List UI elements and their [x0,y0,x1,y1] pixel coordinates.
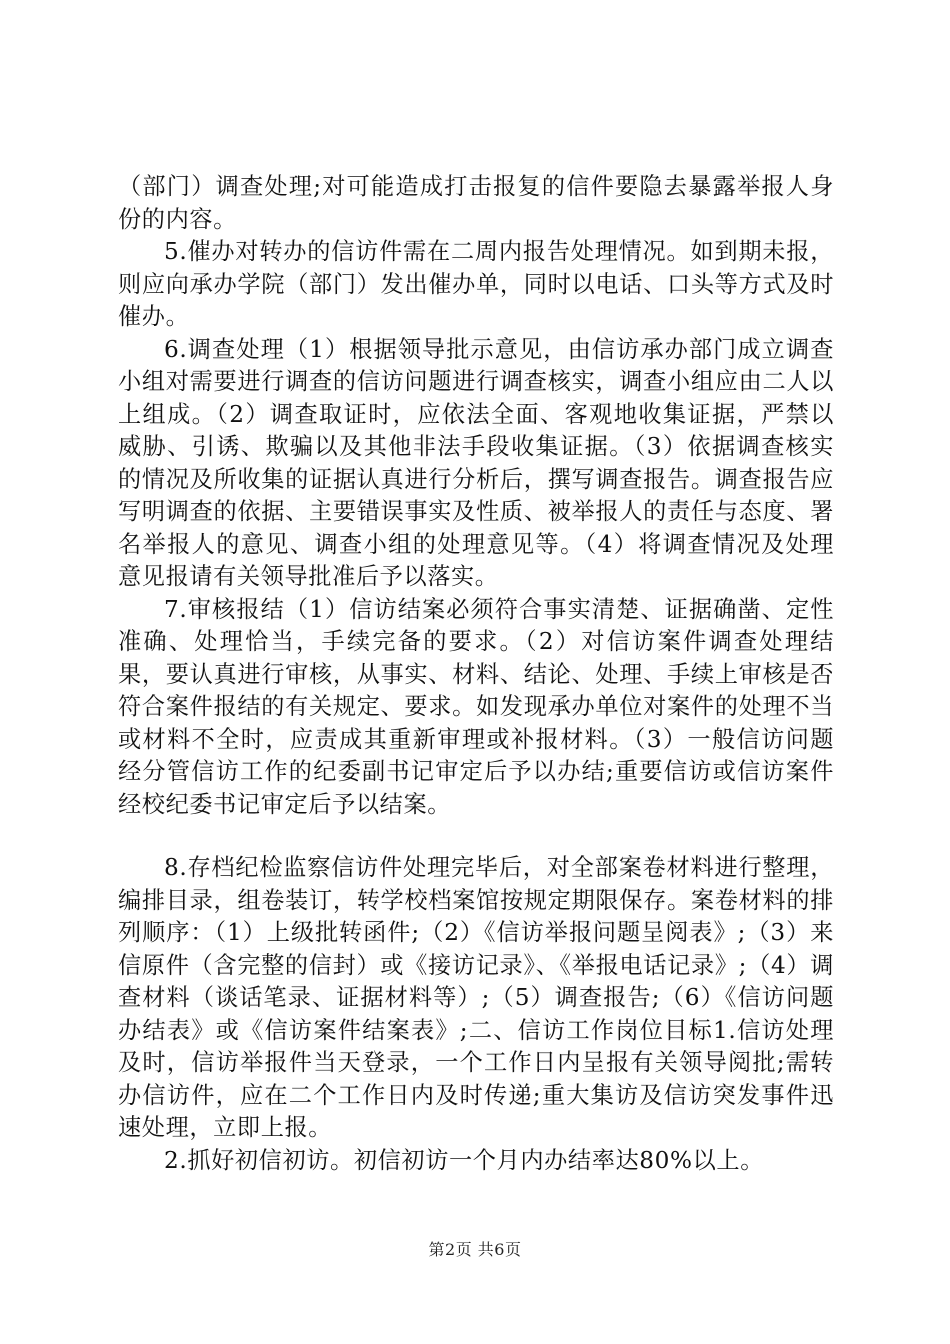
paragraph-item-2: 2.抓好初信初访。初信初访一个月内办结率达80%以上。 [164,1146,764,1174]
document-body [118,171,834,1177]
page-number-footer: 第2页 共6页 [428,1240,522,1259]
paragraph-item-5: 5.催办对转办的信访件需在二周内报告处理情况。如到期未报，则应向承办学院（部门）发出催办单，同时以电话、口头等方式及时催办。 [118,238,834,330]
paragraph-continuation: （部门）调查处理;对可能造成打击报复的信件要隐去暴露举报人身份的内容。 [118,173,834,233]
paragraph-item-7: 7.审核报结（1）信访结案必须符合事实清楚、证据确凿、定性准确、处理恰当，手续完备的要求。（2）对信访案件调查处理结果，要认真进行审核，从事实、材料、结论、处理、手续上审核是否符合案件报结的有关规定、要求。如发现承办单位对案件的处理不当或材料不全时，应责成其重新审理或补报材料。（3）一般信访问题经分管信访工作的纪委副书记审定后予以办结;重要信访或信访案件经校纪委书记审定后予以结案。 [118,595,834,818]
paragraph-item-8: 8.存档纪检监察信访件处理完毕后，对全部案卷材料进行整理，编排目录，组卷装订，转学校档案馆按规定期限保存。案卷材料的排列顺序：（1）上级批转函件;（2）《信访举报问题呈阅表》;（3）来信原件（含完整的信封）或《接访记录》、《举报电话记录》;（4）调查材料（谈话笔录、证据材料等）;（5）调查报告;（6）《信访问题办结表》或《信访案件结案表》;二、信访工作岗位目标1.信访处理及时，信访举报件当天登录，一个工作日内呈报有关领导阅批;需转办信访件，应在二个工作日内及时传递;重大集访及信访突发事件迅速处理，立即上报。 [118,854,834,1141]
paragraph-item-6: 6.调查处理（1）根据领导批示意见，由信访承办部门成立调查小组对需要进行调查的信访问题进行调查核实，调查小组应由二人以上组成。（2）调查取证时，应依法全面、客观地收集证据，严禁以威胁、引诱、欺骗以及其他非法手段收集证据。（3）依据调查核实的情况及所收集的证据认真进行分析后，撰写调查报告。调查报告应写明调查的依据、主要错误事实及性质、被举报人的责任与态度、署名举报人的意见、调查小组的处理意见等。（4）将调查情况及处理意见报请有关领导批准后予以落实。 [118,335,834,590]
